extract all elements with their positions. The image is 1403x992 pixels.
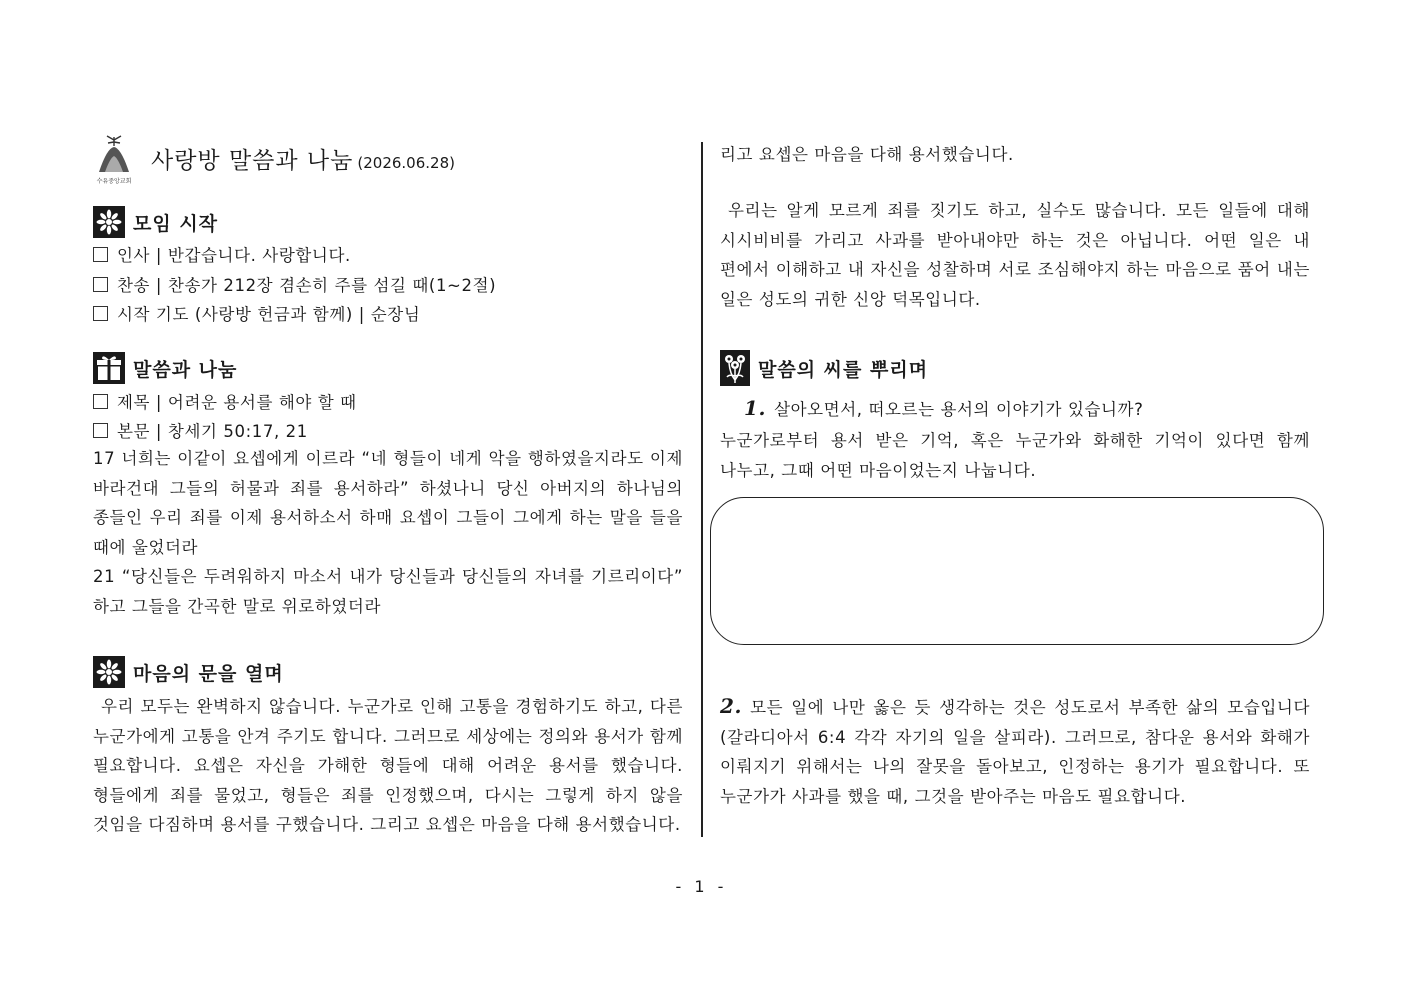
flower-icon: [93, 206, 125, 238]
svg-text:수유중앙교회: 수유중앙교회: [96, 178, 132, 185]
question-2-body: 모든 일에 나만 옳은 듯 생각하는 것은 성도로서 부족한 삶의 모습입니다(갈라디아서 6:4 각각 자기의 일을 살피라). 그러므로, 참다운 용서와 화해가 이뤄지기 위해서는 나의 잘못을 돌아보고, 인정하는 용기가 필요합니다. 또 누군가가 사과를 했을 때, 그것을 받아주는 마음도 필요합니다.: [720, 698, 1310, 806]
section-heart-label: 마음의 문을 열며: [133, 662, 284, 685]
start-item-greeting: 인사 | 반갑습니다. 사랑합니다.: [93, 242, 351, 266]
section-heart-heading: [93, 656, 284, 688]
question-1-body: 누군가로부터 용서 받은 기억, 혹은 누군가와 화해한 기억이 있다면 함께 나누고, 그때 어떤 마음이었는지 나눕니다.: [720, 431, 1310, 480]
question-2-number: 2.: [720, 694, 743, 718]
word-item-title: 제목 | 어려운 용서를 해야 할 때: [93, 389, 357, 413]
question-1-title: 1. 살아오면서, 떠오르는 용서의 이야기가 있습니까?: [744, 396, 1144, 420]
section-word-heading: [93, 352, 237, 384]
checkbox-icon: [93, 423, 108, 438]
page-title: 사랑방 말씀과 나눔 (2026.06.28): [151, 148, 455, 174]
question-1-number: 1.: [744, 396, 767, 420]
word-item-passage: 본문 | 창세기 50:17, 21: [93, 418, 308, 442]
column-divider: [701, 142, 703, 837]
section-start-label: 모임 시작: [133, 212, 219, 235]
checkbox-icon: [93, 306, 108, 321]
start-item-prayer: 시작 기도 (사랑방 헌금과 함께) | 순장님: [93, 301, 420, 325]
date: (2026.06.28): [357, 154, 455, 172]
answer-box[interactable]: [710, 497, 1324, 645]
plant-icon: [720, 350, 750, 386]
section-word-label: 말씀과 나눔: [133, 358, 238, 381]
checkbox-icon: [93, 247, 108, 262]
page-number: - 1 -: [675, 877, 728, 896]
section-seed-heading: [720, 350, 928, 386]
heart-paragraph-2: 우리는 알게 모르게 죄를 짓기도 하고, 실수도 많습니다. 모든 일들에 대해 시시비비를 가리고 사과를 받아내야만 하는 것은 아닙니다. 어떤 일은 내 편에서 이해하고 내 자신을 성찰하며 서로 조심해야지 하는 마음으로 품어 내는 일은 성도의 귀한 신앙 덕목입니다.: [720, 201, 1310, 309]
heart-paragraph-1-continued: 리고 요셉은 마음을 다해 용서했습니다.: [720, 145, 1014, 164]
checkbox-icon: [93, 277, 108, 292]
church-logo-icon: [93, 134, 135, 186]
heart-paragraph-1: 우리 모두는 완벽하지 않습니다. 누군가로 인해 고통을 경험하기도 하고, 다른 누군가에게 고통을 안겨 주기도 합니다. 그러므로 세상에는 정의와 용서가 함께 필요합니다. 요셉은 자신을 가해한 형들에 대해 어려운 용서를 했습니다. 형들에게 죄를 물었고, 형들은 죄를 인정했으며, 다시는 그렇게 하지 않을 것임을 다짐하며 용서를 구했습니다. 그리고 요셉은 마음을 다해 용서했습니다.: [93, 697, 683, 834]
gift-icon: [93, 352, 125, 384]
section-seed-label: 말씀의 씨를 뿌리며: [758, 358, 929, 381]
question-2: [720, 692, 1310, 811]
section-start-heading: [93, 206, 218, 238]
flower-icon: [93, 656, 125, 688]
title-row: [93, 134, 683, 190]
start-item-hymn: 찬송 | 찬송가 212장 겸손히 주를 섬길 때(1~2절): [93, 272, 496, 296]
verse-21: 21 “당신들은 두려워하지 마소서 내가 당신들과 당신들의 자녀를 기르리이다” 하고 그들을 간곡한 말로 위로하였더라: [93, 567, 683, 616]
verse-17: 17 너희는 이같이 요셉에게 이르라 “네 형들이 네게 악을 행하였을지라도 이제 바라건대 그들의 허물과 죄를 용서하라” 하셨나니 당신 아버지의 하나님의 종들인 우리 죄를 이제 용서하소서 하매 요셉이 그들이 그에게 하는 말을 들을 때에 울었더라: [93, 449, 683, 557]
checkbox-icon: [93, 394, 108, 409]
